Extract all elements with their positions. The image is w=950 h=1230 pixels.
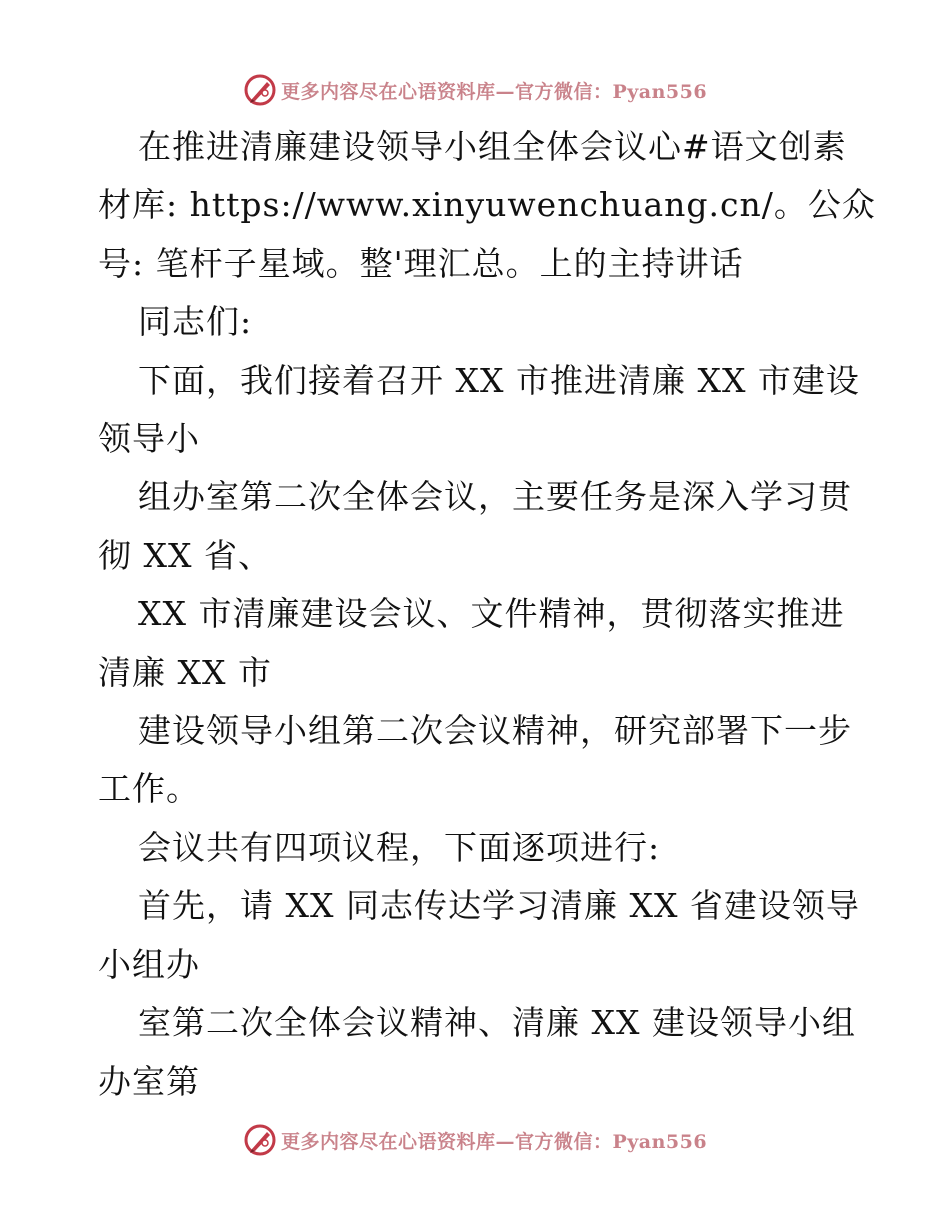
document-line: XX 市清廉建设会议、文件精神，贯彻落实推进 [138, 594, 845, 634]
document-line: 室第二次全体会议精神、清廉 XX 建设领导小组 [138, 1003, 856, 1043]
document-line: 领导小 [98, 419, 200, 459]
document-line: 彻 XX 省、 [98, 535, 272, 575]
document-line: 组办室第二次全体会议，主要任务是深入学习贯 [138, 477, 852, 517]
document-line: 建设领导小组第二次会议精神，研究部署下一步 [138, 711, 852, 751]
document-line: 办室第 [98, 1061, 200, 1101]
document-line: 号: 笔杆子星域。整'理汇总。上的主持讲话 [98, 243, 744, 283]
document-line: 同志们: [138, 302, 253, 342]
document-line: 材库: https://www.xinyuwenchuang.cn/。公众 [98, 185, 876, 225]
document-body [98, 118, 876, 1111]
document-line: 下面，我们接着召开 XX 市推进清廉 XX 市建设 [138, 360, 860, 400]
quill-pen-logo-icon [243, 73, 277, 107]
quill-pen-logo-icon [243, 1123, 277, 1157]
document-line: 清廉 XX 市 [98, 652, 272, 692]
footer-banner-text: 更多内容尽在心语资料库—官方微信：Pyan556 [280, 1130, 708, 1153]
header-banner-text: 更多内容尽在心语资料库—官方微信：Pyan556 [280, 80, 708, 103]
document-line: 在推进清廉建设领导小组全体会议心#语文创素 [138, 127, 847, 166]
document-line: 首先，请 XX 同志传达学习清廉 XX 省建设领导 [138, 886, 860, 926]
document-line: 小组办 [98, 944, 200, 984]
header-banner [0, 70, 950, 110]
footer-banner [0, 1120, 950, 1160]
document-line: 工作。 [98, 769, 200, 809]
document-line: 会议共有四项议程，下面逐项进行: [138, 827, 661, 867]
